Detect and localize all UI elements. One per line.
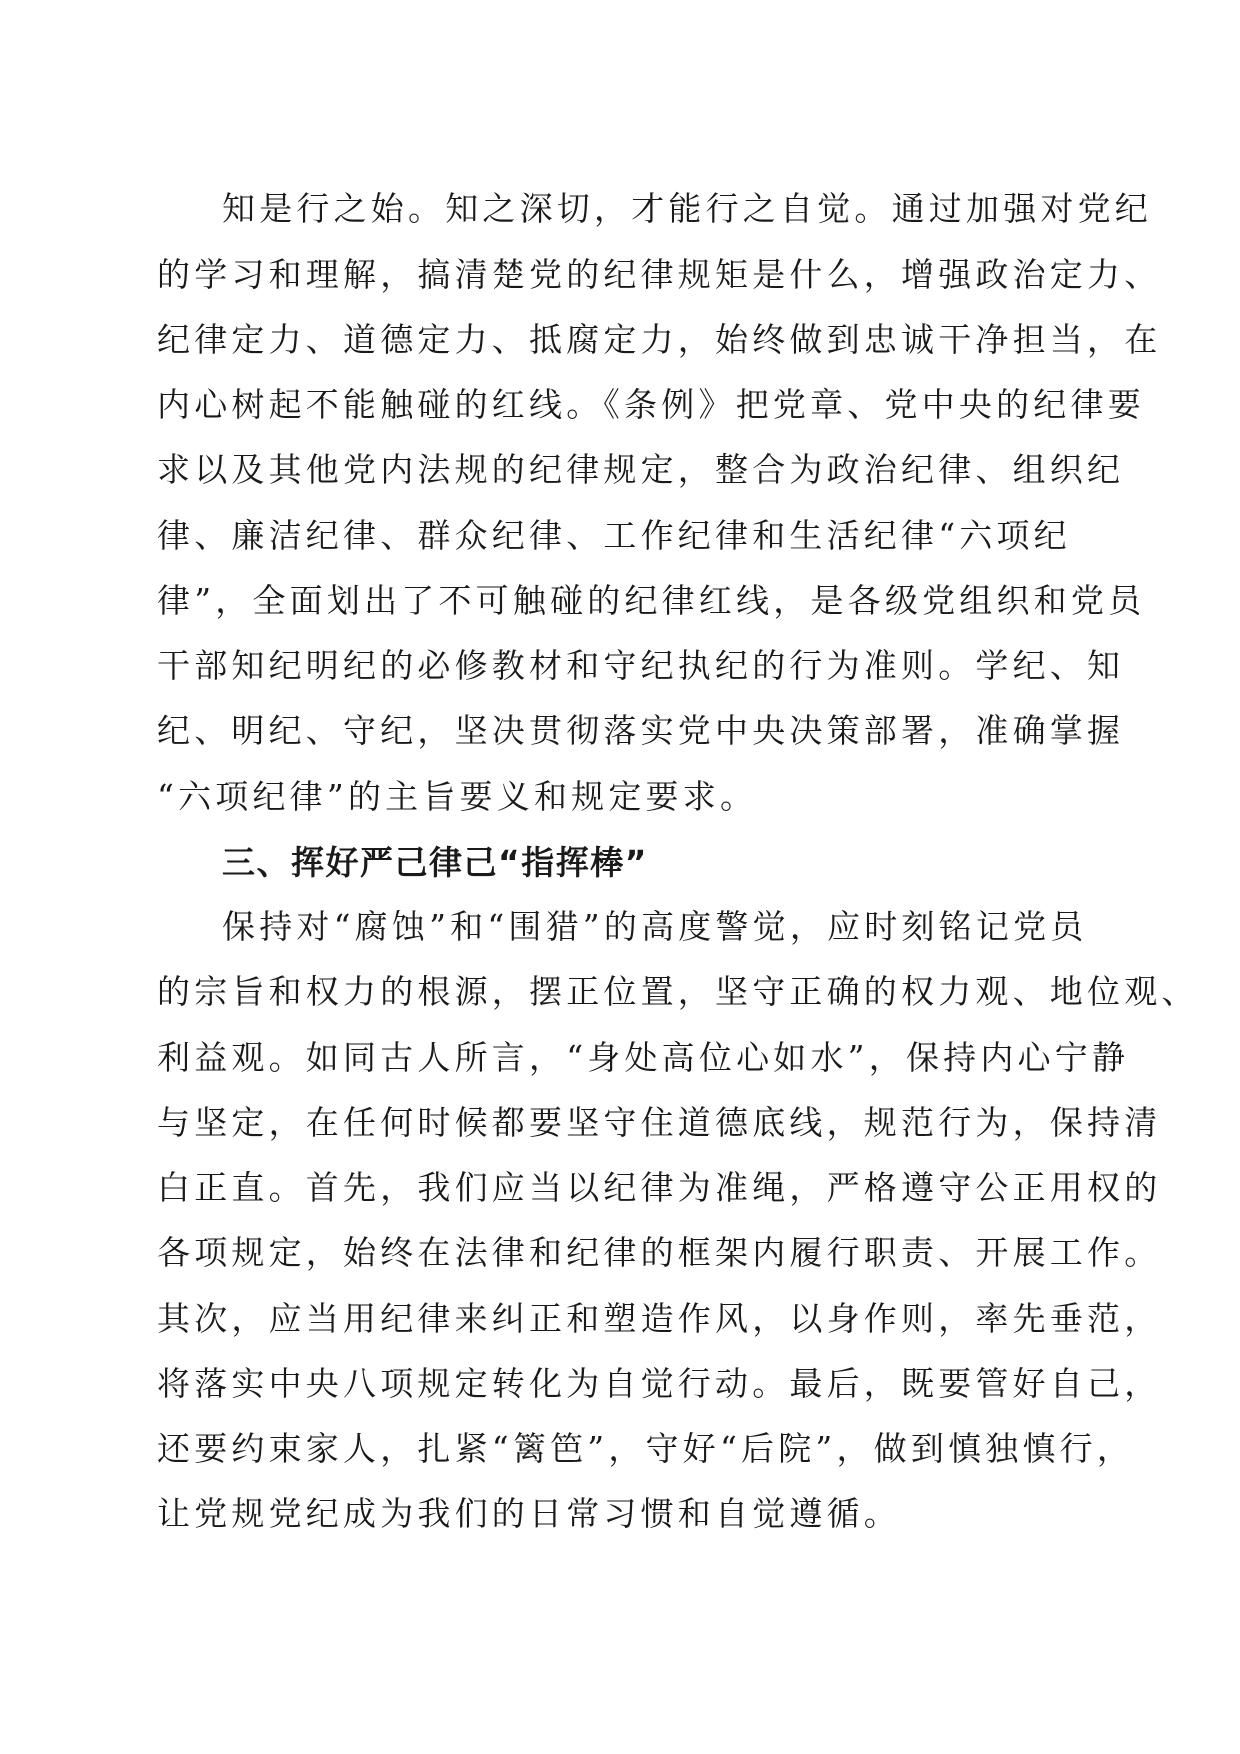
paragraph-1-line-3: 纪律定力、道德定力、抵腐定力，始终做到忠诚干净担当，在 — [157, 320, 1162, 359]
paragraph-1-line-5: 求以及其他党内法规的纪律规定，整合为政治纪律、组织纪 — [157, 450, 1125, 489]
paragraph-2-line-2: 的宗旨和权力的根源，摆正位置，坚守正确的权力观、地位观、 — [157, 972, 1199, 1011]
paragraph-2-line-1: 保持对“腐蚀”和“围猎”的高度警觉，应时刻铭记党员 — [222, 907, 1088, 946]
paragraph-1-line-8: 干部知纪明纪的必修教材和守纪执纪的行为准则。学纪、知 — [157, 646, 1125, 685]
paragraph-2-line-8: 将落实中央八项规定转化为自觉行动。最后，既要管好自己， — [157, 1364, 1162, 1403]
paragraph-2-line-9: 还要约束家人，扎紧“篱笆”，守好“后院”，做到慎独慎行， — [157, 1429, 1135, 1468]
paragraph-1-line-4: 内心树起不能触碰的红线。《条例》把党章、党中央的纪律要 — [157, 385, 1145, 424]
paragraph-1-line-2: 的学习和理解，搞清楚党的纪律规矩是什么，增强政治定力、 — [157, 255, 1162, 294]
paragraph-1-line-9: 纪、明纪、守纪，坚决贯彻落实党中央决策部署，准确掌握 — [157, 711, 1125, 750]
paragraph-2-line-5: 白正直。首先，我们应当以纪律为准绳，严格遵守公正用权的 — [157, 1168, 1162, 1207]
paragraph-1-line-6: 律、廉洁纪律、群众纪律、工作纪律和生活纪律“六项纪 — [157, 516, 1071, 555]
paragraph-2-line-7: 其次，应当用纪律来纠正和塑造作风，以身作则，率先垂范， — [157, 1299, 1162, 1338]
paragraph-2-line-4: 与坚定，在任何时候都要坚守住道德底线，规范行为，保持清 — [157, 1103, 1162, 1142]
paragraph-2-line-10: 让党规党纪成为我们的日常习惯和自觉遵循。 — [157, 1494, 901, 1533]
paragraph-2-line-6: 各项规定，始终在法律和纪律的框架内履行职责、开展工作。 — [157, 1233, 1162, 1272]
paragraph-1-line-1: 知是行之始。知之深切，才能行之自觉。通过加强对党纪 — [222, 189, 1152, 228]
paragraph-1-line-7: 律”，全面划出了不可触碰的纪律红线，是各级党组织和党员 — [157, 581, 1146, 620]
paragraph-1-line-10: “六项纪律”的主旨要义和规定要求。 — [157, 777, 758, 816]
paragraph-2-line-3: 利益观。如同古人所言，“身处高位心如水”，保持内心宁静 — [157, 1038, 1130, 1077]
section-heading: 三、挥好严己律己“指挥棒” — [222, 843, 648, 882]
